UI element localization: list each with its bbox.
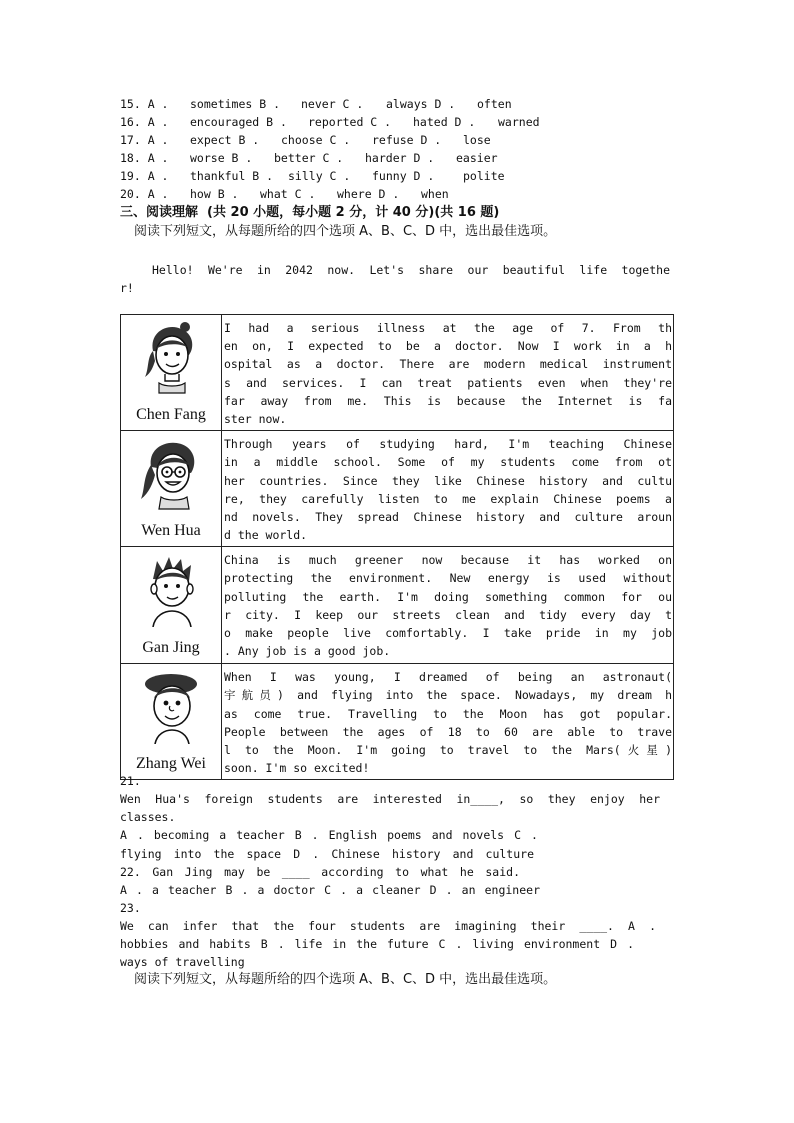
- question-number: 20. A .: [120, 187, 169, 201]
- girl-portrait-icon: [139, 321, 203, 395]
- option-b: silly C .: [288, 169, 351, 183]
- option-row: [120, 97, 680, 115]
- option-c: refuse D .: [372, 133, 442, 147]
- question-options: A . becoming a teacher B . English poems and novels C .: [120, 828, 538, 842]
- question-options-cont: ways of travelling: [120, 955, 245, 969]
- table-row: [121, 315, 674, 431]
- person-name: Zhang Wei: [136, 755, 206, 773]
- boy-curly-hair-portrait-icon: [139, 670, 203, 744]
- portrait-cell: [121, 431, 222, 547]
- question-number: 16. A .: [120, 115, 169, 129]
- option-a: sometimes B .: [190, 97, 281, 111]
- option-a: how B .: [190, 187, 239, 201]
- question-number: 19. A .: [120, 169, 169, 183]
- option-b: never C .: [301, 97, 364, 111]
- question-number: 18. A .: [120, 151, 169, 165]
- option-d: lose: [463, 133, 491, 147]
- people-table: [120, 314, 674, 780]
- question-options: A . a teacher B . a doctor C . a cleaner D . an engineer: [120, 883, 540, 897]
- option-row: [120, 169, 680, 187]
- instruction: 阅读下列短文，从每题所给的四个选项 A、B、C、D 中，选出最佳选项。: [134, 224, 557, 239]
- person-name: Chen Fang: [136, 406, 206, 424]
- person-name: Gan Jing: [142, 639, 200, 657]
- table-row: [121, 431, 674, 547]
- option-row: [120, 133, 680, 151]
- question-number: 23.: [120, 901, 141, 915]
- option-row: [120, 187, 680, 205]
- option-c: funny D .: [372, 169, 435, 183]
- question-text: 22. Gan Jing may be ____ according to what he said.: [120, 865, 520, 879]
- option-a: thankful B .: [190, 169, 274, 183]
- option-d: when: [421, 187, 449, 201]
- table-row: [121, 664, 674, 780]
- boy-portrait-icon: [139, 553, 203, 627]
- passage-intro: Hello! We're in 2042 now. Let's share our beautiful life togethe: [152, 263, 670, 277]
- portrait-cell: [121, 664, 222, 780]
- question-text: Wen Hua's foreign students are interested in____, so they enjoy her: [120, 792, 660, 806]
- option-d: warned: [498, 115, 540, 129]
- option-a: expect B .: [190, 133, 260, 147]
- option-row: [120, 115, 680, 133]
- option-c: hated D .: [413, 115, 476, 129]
- question-number: 15. A .: [120, 97, 169, 111]
- option-d: polite: [463, 169, 505, 183]
- question-number: 21.: [120, 774, 141, 788]
- option-b: reported C .: [308, 115, 392, 129]
- girl-glasses-portrait-icon: [139, 437, 203, 511]
- person-name: Wen Hua: [141, 522, 201, 540]
- question-number: 17. A .: [120, 133, 169, 147]
- option-c: where D .: [337, 187, 400, 201]
- question-options: hobbies and habits B . life in the future C . living environment D .: [120, 937, 634, 951]
- option-row: [120, 151, 680, 169]
- question-text: We can infer that the four students are imagining their ____. A .: [120, 919, 656, 933]
- option-d: often: [477, 97, 512, 111]
- question-options: flying into the space D . Chinese history and culture: [120, 847, 534, 861]
- option-b: what C .: [260, 187, 316, 201]
- table-row: [121, 547, 674, 664]
- section-title: 三、阅读理解 (共 20 小题，每小题 2 分，计 40 分)(共 16 题): [120, 205, 500, 220]
- option-b: better C .: [274, 151, 344, 165]
- person-paragraph: When I was young, I dreamed of being an astronaut( 宇航员) and flying into the space. Nowadays, my dream h as come true. Travelling to the Moon has got popular. People between the ages of 18 to 60 are able to trave l to the Moon. I'm going to travel to the Mars(火星) soon. I'm so excited!: [222, 664, 674, 780]
- option-c: harder D .: [365, 151, 435, 165]
- instruction: 阅读下列短文，从每题所给的四个选项 A、B、C、D 中，选出最佳选项。: [134, 972, 557, 987]
- portrait-cell: [121, 547, 222, 664]
- option-a: worse B .: [190, 151, 253, 165]
- passage-intro-cont: r!: [120, 281, 134, 295]
- person-paragraph: I had a serious illness at the age of 7. From th en on, I expected to be a doctor. Now I work in a h ospital as a doctor. There are modern medical instrument s and services. I can treat patients even when they're far away from me. This is because the Internet is fa ster now.: [222, 315, 674, 431]
- question-text-cont: classes.: [120, 810, 176, 824]
- option-c: always D .: [386, 97, 456, 111]
- option-a: encouraged B .: [190, 115, 287, 129]
- option-d: easier: [456, 151, 498, 165]
- person-paragraph: Through years of studying hard, I'm teaching Chinese in a middle school. Some of my students come from ot her countries. Since they like Chinese history and cultu re, they carefully listen to me explain Chinese poems a nd novels. They spread Chinese history and culture aroun d the world.: [222, 431, 674, 547]
- option-b: choose C .: [281, 133, 351, 147]
- person-paragraph: China is much greener now because it has worked on protecting the environment. New energy is used without polluting the earth. I'm doing something common for ou r city. I keep our streets clean and tidy every day t o make people live comfortably. I take pride in my job . Any job is a good job.: [222, 547, 674, 664]
- portrait-cell: [121, 315, 222, 431]
